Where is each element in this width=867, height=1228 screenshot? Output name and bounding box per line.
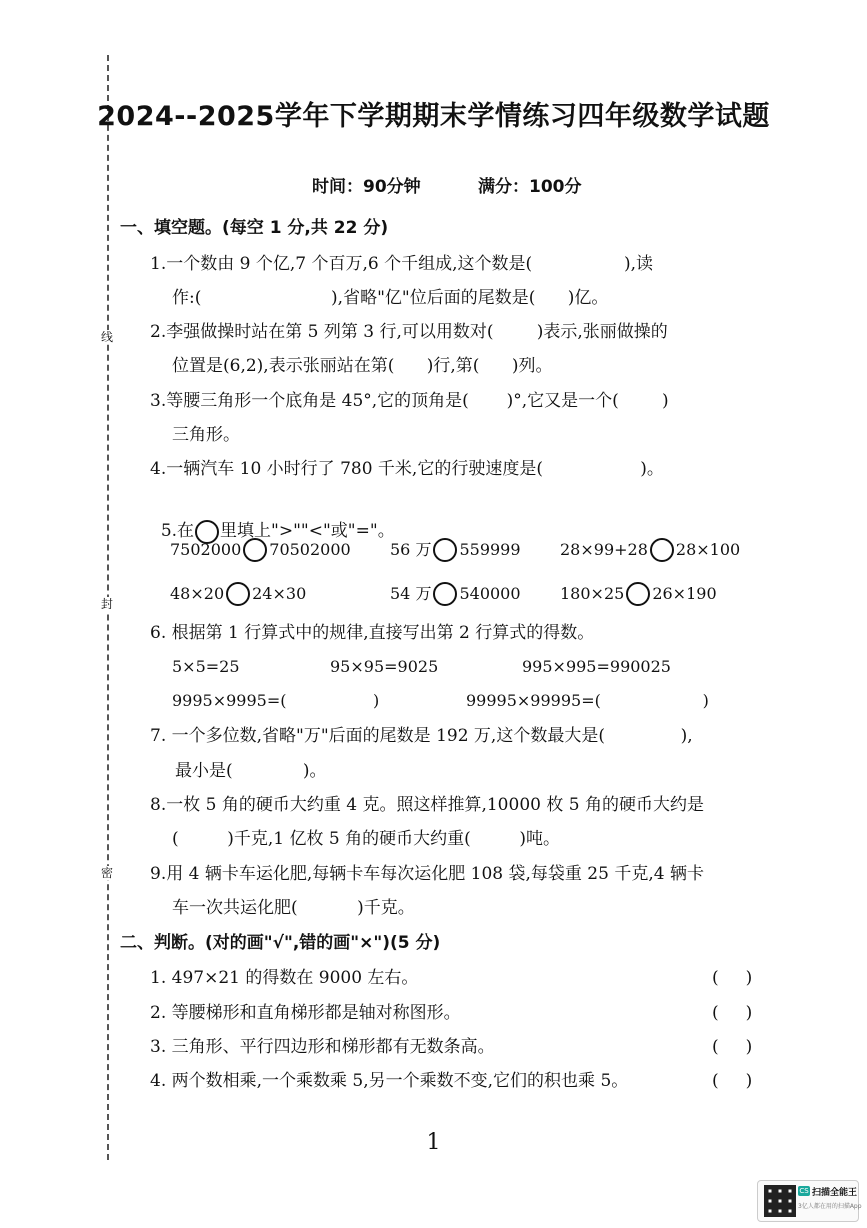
compare-item-3 (560, 537, 740, 563)
question-2-line-1: 2.李强做操时站在第 5 列第 3 行,可以用数对( )表示,张丽做操的 (150, 322, 668, 342)
question-8-line-2: ( )千克,1 亿枚 5 角的硬币大约重( )吨。 (172, 829, 561, 849)
score-label: 满分：100分 (478, 177, 582, 197)
question-8-line-1: 8.一枚 5 角的硬币大约重 4 克。照这样推算,10000 枚 5 角的硬币大约是 (150, 795, 704, 815)
qr-code-icon (764, 1185, 796, 1217)
question-4: 4.一辆汽车 10 小时行了 780 千米,它的行驶速度是( )。 (150, 459, 664, 479)
question-9-line-1: 9.用 4 辆卡车运化肥,每辆卡车每次运化肥 108 袋,每袋重 25 千克,4 辆卡 (150, 864, 704, 884)
compare-right: 540000 (459, 584, 521, 603)
compare-left: 180×25 (560, 584, 625, 603)
scanner-tagline: 3亿人都在用的扫描App (798, 1203, 862, 1210)
q6-equation-5: 99995×99995=( ) (466, 691, 709, 710)
judge-answer-1[interactable]: ( ) (712, 968, 753, 988)
compare-left: 54 万 (390, 584, 432, 603)
question-5-suffix: 里填上">""<"或"="。 (220, 521, 395, 541)
judge-answer-4[interactable]: ( ) (712, 1071, 753, 1091)
question-9-line-2: 车一次共运化肥( )千克。 (172, 898, 415, 918)
judge-item-2: 2. 等腰梯形和直角梯形都是轴对称图形。 (150, 1003, 461, 1023)
compare-item-1 (170, 537, 351, 563)
scanner-brand-text: 扫描全能王 (812, 1188, 858, 1198)
judge-item-1: 1. 497×21 的得数在 9000 左右。 (150, 968, 419, 988)
compare-item-6 (560, 581, 717, 607)
judge-answer-2[interactable]: ( ) (712, 1003, 753, 1023)
page-number: 1 (426, 1130, 441, 1155)
compare-right: 26×190 (652, 584, 717, 603)
answer-circle[interactable] (243, 538, 267, 562)
scanner-logo-icon: CS (799, 1187, 809, 1195)
answer-circle[interactable] (433, 538, 457, 562)
side-mark-seal: 封 (100, 597, 113, 611)
q6-equation-3: 995×995=990025 (522, 657, 671, 676)
question-5-prefix: 5.在 (160, 521, 195, 541)
section2-heading: 二、判断。(对的画"√",错的画"×")(5 分) (120, 933, 441, 953)
compare-item-4 (170, 581, 306, 607)
exam-title: 2024--2025学年下学期期末学情练习四年级数学试题 (97, 101, 770, 132)
q6-equation-4: 9995×9995=( ) (172, 691, 380, 710)
question-1-line-1: 1.一个数由 9 个亿,7 个百万,6 个千组成,这个数是( ),读 (150, 254, 654, 274)
question-2-line-2: 位置是(6,2),表示张丽站在第( )行,第( )列。 (172, 356, 553, 376)
compare-item-2 (390, 537, 521, 563)
compare-right: 559999 (459, 540, 521, 559)
compare-right: 24×30 (252, 584, 307, 603)
side-mark-close: 密 (100, 866, 113, 880)
scanner-watermark (757, 1180, 862, 1222)
compare-item-5 (390, 581, 521, 607)
compare-right: 28×100 (675, 540, 741, 559)
judge-item-3: 3. 三角形、平行四边形和梯形都有无数条高。 (150, 1037, 495, 1057)
judge-item-4: 4. 两个数相乘,一个乘数乘 5,另一个乘数不变,它们的积也乘 5。 (150, 1071, 629, 1091)
compare-left: 56 万 (390, 540, 432, 559)
compare-right: 70502000 (269, 540, 351, 559)
q6-equation-1: 5×5=25 (172, 657, 240, 676)
time-label: 时间：90分钟 (312, 177, 421, 197)
answer-circle[interactable] (626, 582, 650, 606)
question-6: 6. 根据第 1 行算式中的规律,直接写出第 2 行算式的得数。 (150, 623, 595, 643)
question-3-line-1: 3.等腰三角形一个底角是 45°,它的顶角是( )°,它又是一个( ) (150, 391, 669, 411)
compare-left: 48×20 (170, 584, 225, 603)
compare-left: 7502000 (170, 540, 242, 559)
answer-circle[interactable] (433, 582, 457, 606)
section1-heading: 一、填空题。(每空 1 分,共 22 分) (120, 218, 389, 238)
question-3-line-2: 三角形。 (172, 425, 240, 445)
q6-equation-2: 95×95=9025 (330, 657, 439, 676)
side-mark-line: 线 (100, 330, 113, 344)
compare-left: 28×99+28 (560, 540, 648, 559)
question-7-line-2: 最小是( )。 (175, 761, 327, 781)
answer-circle[interactable] (650, 538, 674, 562)
answer-circle[interactable] (226, 582, 250, 606)
judge-answer-3[interactable]: ( ) (712, 1037, 753, 1057)
question-1-line-2: 作:( ),省略"亿"位后面的尾数是( )亿。 (172, 288, 609, 308)
question-7-line-1: 7. 一个多位数,省略"万"后面的尾数是 192 万,这个数最大是( ), (150, 726, 693, 746)
